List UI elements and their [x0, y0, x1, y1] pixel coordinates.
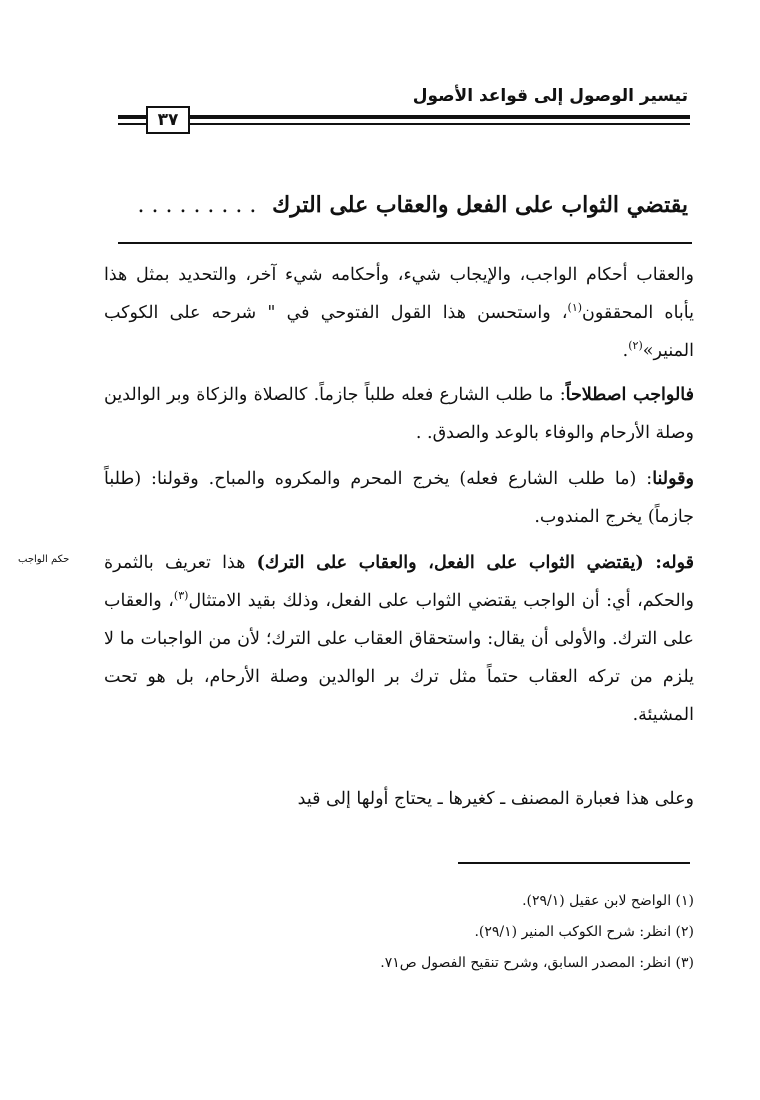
footnote-3: (٣) انظر: المصدر السابق، وشرح تنقيح الفصول ص٧١. [380, 955, 694, 971]
paragraph-2-text: : ما طلب الشارع فعله طلباً جازماً. كالصلاة والزكاة وبر الوالدين وصلة الأرحام والوفاء بالوعد والصدق. . [104, 385, 694, 443]
footnotes [94, 886, 694, 979]
paragraph-2-lead: فالواجب اصطلاحاً [565, 385, 694, 405]
paragraph-1-part2: ، واستحسن هذا القول الفتوحي في " شرحه على الكوكب المنير» [104, 303, 694, 361]
paragraph-3-lead: وقولنا [652, 469, 694, 489]
paragraph-5 [104, 780, 694, 818]
footnote-1: (١) الواضح لابن عقيل (٢٩/١). [522, 893, 694, 909]
paragraph-1-part1: والعقاب أحكام الواجب، والإيجاب شيء، وأحكامه شيء آخر، والتحديد بمثل هذا يأباه المحققون [104, 265, 695, 323]
footnote-2: (٢) انظر: شرح الكوكب المنير (٢٩/١). [474, 924, 694, 940]
paragraph-1 [104, 256, 694, 370]
book-title: تيسير الوصول إلى قواعد الأصول [412, 86, 688, 106]
header-rule-thin [118, 123, 690, 125]
paragraph-5-text: وعلى هذا فعبارة المصنف ـ كغيرها ـ يحتاج أولها إلى قيد [297, 789, 694, 809]
paragraph-3 [104, 460, 694, 536]
paragraph-4-lead: قوله: (يقتضي الثواب على الفعل، والعقاب على الترك) [256, 553, 694, 573]
paragraph-4-part2: ، والعقاب على الترك. والأولى أن يقال: واستحقاق العقاب على الترك؛ لأن من الواجبات ما لا يلزم من تركه العقاب حتماً مثل ترك بر الوالدين وصلة الأرحام، بل هو تحت المشيئة. [104, 591, 694, 725]
paragraph-1-part3: . [622, 341, 629, 361]
section-heading-text: يقتضي الثواب على الفعل والعقاب على الترك [272, 192, 688, 218]
margin-note: حكم الواجب [18, 554, 70, 565]
paragraph-4 [104, 544, 694, 734]
paragraph-2 [104, 376, 694, 452]
paragraph-3-text: : (ما طلب الشارع فعله) يخرج المحرم والمكروه والمباح. وقولنا: (طلباً جازماً) يخرج المندوب. [104, 469, 694, 527]
header-rule-thick [118, 115, 690, 119]
heading-rule [118, 242, 692, 244]
page-number: ٣٧ [146, 106, 190, 134]
footnote-separator [458, 862, 690, 864]
footnote-ref-3: (٣) [173, 589, 189, 603]
footnote-ref-1: (١) [567, 301, 583, 315]
section-heading-dots: . . . . . . . . . [137, 193, 257, 218]
footnote-ref-2: (٢) [628, 339, 643, 353]
section-heading [68, 192, 688, 218]
paragraph-4-part1: هذا تعريف بالثمرة والحكم، أي: أن الواجب يقتضي الثواب على الفعل، وذلك بقيد الامتثال [104, 553, 694, 611]
